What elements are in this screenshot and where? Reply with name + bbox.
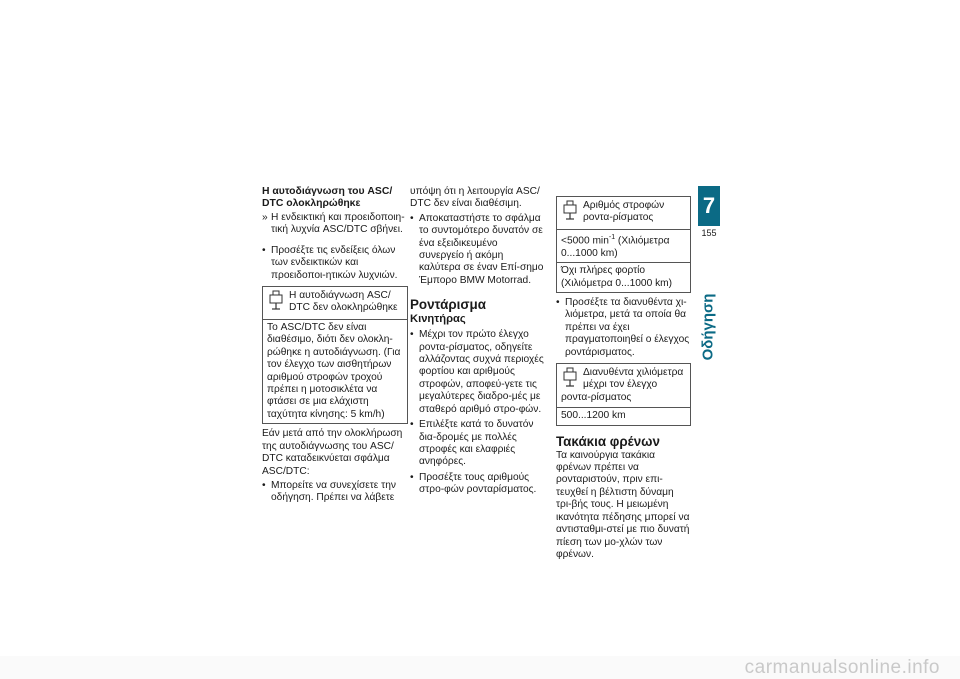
- tool-icon: [267, 290, 285, 312]
- section-heading-asc-dtc: Η αυτοδιάγνωση του ASC/ DTC ολοκληρώθηκε: [262, 186, 393, 209]
- subheading-engine: Κινητήρας: [410, 313, 466, 326]
- spec-value: <5000 min: [561, 235, 609, 247]
- warning-box-title: Η αυτοδιάγνωση ASC/ DTC δεν ολοκληρώθηκε: [289, 290, 398, 314]
- bullet-item: • Μέχρι τον πρώτο έλεγχο ροντα-ρίσματος, οδηγείτε αλλάζοντας συχνά περιοχές φορτίου και αριθμούς στροφών, αποφεύ-γετε τις μεγαλύτερες διαδρο-μές με σταθερό αριθμό στρο-φών.: [410, 329, 545, 416]
- paragraph: Εάν μετά από την ολοκλήρωση της αυτοδιάγνωσης του ASC/ DTC καταδεικνύεται σφάλμα ASC/DTC:: [262, 428, 403, 477]
- bullet-item: • Προσέξτε τα διανυθέντα χι-λιόμετρα, μετά τα οποία θα πρέπει να έχει πραγματοποιηθεί ο έλεγχος ροντάρισματος.: [556, 297, 691, 359]
- spec-box-mileage: [556, 363, 691, 426]
- watermark-bar: [0, 656, 960, 679]
- page-number: 155: [701, 228, 717, 238]
- watermark-text: carmanualsonline.info: [744, 657, 940, 678]
- spec-row: 500...1200 km: [557, 407, 690, 424]
- spec-row: Όχι πλήρες φορτίο (Χιλιόμετρα 0...1000 km): [557, 262, 690, 292]
- chapter-number: 7: [698, 186, 720, 226]
- tool-icon: [561, 200, 579, 222]
- spec-box-title: Αριθμός στροφών ροντα-ρίσματος: [583, 200, 665, 224]
- chapter-tab: [698, 186, 720, 262]
- spec-unit-exponent: -1: [608, 234, 616, 241]
- spec-box-title: Διανυθέντα χιλιόμετρα μέχρι τον έλεγχο ροντα-ρίσματος: [561, 367, 684, 403]
- result-step: » Η ενδεικτική και προειδοποιη-τική λυχνία ASC/DTC σβήνει.: [262, 212, 408, 237]
- paragraph-continued: υπόψη ότι η λειτουργία ASC/ DTC δεν είναι διαθέσιμη.: [410, 186, 540, 210]
- spec-box-rpm: [556, 196, 691, 293]
- spec-box-header: [557, 197, 690, 229]
- warning-box-header: [263, 287, 407, 319]
- section-heading-brake-pads: Τακάκια φρένων: [556, 433, 660, 449]
- warning-box-body: Το ASC/DTC δεν είναι διαθέσιμο, διότι δεν ολοκλη-ρώθηκε η αυτοδιάγνωση. (Για τον έλεγχο των αισθητήρων αριθμού στροφών τροχού πρέπει η μοτοσικλέτα να φτάσει σε μια ελάχιστη ταχύτητα κίνησης: 5 km/h): [263, 319, 407, 423]
- section-heading-running-in: Ροντάρισμα: [410, 297, 486, 313]
- tool-icon: [561, 367, 579, 389]
- warning-box: [262, 286, 408, 424]
- bullet-item: • Αποκαταστήστε το σφάλμα το συντομότερο δυνατόν σε ένα εξειδικευμένο συνεργείο ή ακόμη καλύτερα σε έναν Επί-σημο Έμπορο BMW Motorrad.: [410, 213, 545, 287]
- paragraph: Τα καινούργια τακάκια φρένων πρέπει να ρονταριστούν, πριν επι-τευχθεί η βέλτιστη δύναμη τρι-βής τους. Η μειωμένη ικανότητα πέδησης μπορεί να αντισταθμι-στεί με πιο δυνατή πίεση των μο-χλών των φρένων.: [556, 449, 690, 560]
- spec-row: [557, 229, 690, 262]
- bullet-item: • Προσέξτε τους αριθμούς στρο-φών ρονταρίσματος.: [410, 472, 545, 497]
- spec-box-header: [557, 364, 690, 407]
- column-1: [262, 186, 408, 508]
- column-3: [556, 186, 691, 563]
- chapter-side-label: [692, 282, 724, 372]
- chapter-title: Οδήγηση: [699, 293, 717, 361]
- bullet-item: • Επιλέξτε κατά το δυνατόν δια-δρομές με πολλές στροφές και ελαφριές ανηφόρες.: [410, 419, 545, 469]
- column-2: [410, 186, 545, 500]
- spec-value-suffix: (Χιλιόμετρα 0...1000 km): [561, 235, 670, 259]
- bullet-item: • Μπορείτε να συνεχίσετε την οδήγηση. Πρέπει να λάβετε: [262, 480, 408, 505]
- bullet-item: • Προσέξτε τις ενδείξεις όλων των ενδεικτικών και προειδοποι-ητικών λυχνιών.: [262, 245, 408, 282]
